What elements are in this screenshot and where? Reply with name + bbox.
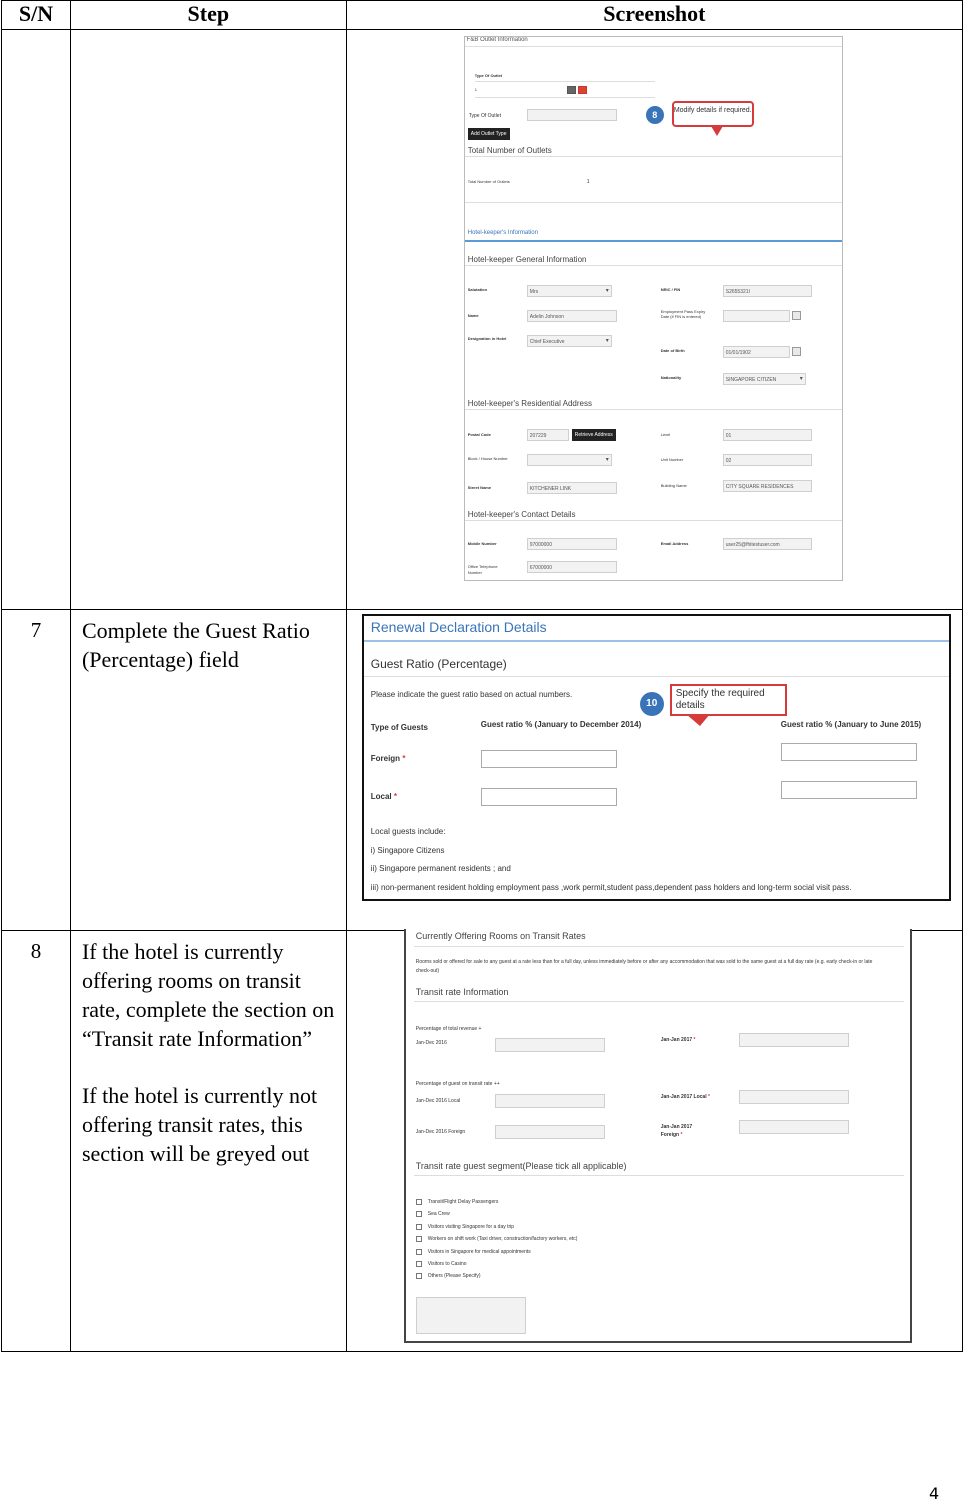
local-2017-input[interactable]: [739, 1090, 849, 1104]
nationality-select[interactable]: SINGAPORE CITIZEN ▾: [723, 373, 806, 385]
hotel-keeper-tab[interactable]: Hotel-keeper's Information: [467, 230, 538, 236]
row-screenshot: [346, 610, 962, 931]
designation-select[interactable]: Chief Executive ▾: [527, 335, 612, 347]
dob-input[interactable]: 01/01/1902: [723, 346, 790, 358]
segment-checkbox[interactable]: [416, 1224, 422, 1230]
step-text: Complete the Guest Ratio (Percentage) field: [81, 618, 310, 672]
header-screenshot: Screenshot: [346, 1, 962, 30]
others-specify-textarea[interactable]: [416, 1297, 526, 1334]
local-2015-input[interactable]: [781, 781, 917, 799]
steps-table: [1, 0, 963, 1352]
delete-icon[interactable]: [578, 86, 587, 94]
page-title: Renewal Declaration Details: [370, 619, 547, 635]
calendar-icon[interactable]: [792, 311, 801, 320]
step-badge: 8: [646, 106, 664, 124]
guest-ratio-screenshot: Renewal Declaration Details Guest Ratio (Percentage) Please indicate the guest ratio based on actual numbers. 10 Specify the required details Type of Guests Guest ratio % (January to December 2014) Guest ratio % (January to June 2015) Foreign * Local * Local guests include: i) Singapore Citizens ii) Singapore permanent residents ; and iii) non-permanent resident holding employment pass ,work permit,student pass,dependent pass holders and long-term social visit pass.: [362, 614, 951, 901]
unit-input[interactable]: 02: [723, 454, 812, 466]
postal-code-input[interactable]: 207229: [527, 429, 569, 441]
retrieve-address-button[interactable]: Retrieve Address: [572, 429, 616, 441]
section-title: Guest Ratio (Percentage): [370, 657, 507, 671]
foreign-2017-label: Jan-Jan 2017 Foreign *: [660, 1124, 693, 1138]
callout: Modify details if required.: [672, 101, 754, 127]
calendar-icon[interactable]: [792, 347, 801, 356]
block-select[interactable]: [527, 454, 612, 466]
step-badge: 10: [640, 692, 664, 716]
section-title: F&B Outlet Information: [466, 37, 528, 43]
row-step: [70, 30, 346, 610]
mobile-input[interactable]: 97000000: [527, 538, 617, 550]
segment-checkbox[interactable]: [416, 1249, 422, 1255]
row-sn: [2, 30, 71, 610]
page-number: 4: [929, 1484, 940, 1503]
row-screenshot: [346, 30, 962, 610]
table-row: [2, 30, 963, 610]
callout: Specify the required details: [670, 684, 787, 716]
header-sn: S/N: [2, 1, 71, 30]
revenue-2017-input[interactable]: [739, 1033, 849, 1047]
hotel-keeper-screenshot: F&B Outlet Information Type Of Outlet 1 Type Of Outlet Add Outlet Type 8 Modify details if required. Total Number of Outlets Total Number of Outlets 1 Hotel-keeper's Information Hotel-keeper General Information Salutation Mrs ▾ NRIC / FIN S2655321I Name Adelin Johnson Employment Pass Expiry Date (if FIN is entered) Designation in Hotel Chief Executive ▾ Date of Birth 01/01/1902 Nationality SINGAPORE CITIZEN ▾ Hotel-keeper's Residential Address Postal Code 207229 Retrieve Address Level 01 Block / House Number ▾ Unit Number 02 Street Name KITCHENER LINK Building Name CITY SQUARE RESIDENCES Hotel-keeper's Contact Details Mobile Number 97000000 Email Address user25@fhitestuser.com Office Telephone Number 67000000: [464, 36, 843, 581]
level-input[interactable]: 01: [723, 429, 812, 441]
local-label: Local *: [370, 792, 397, 801]
office-phone-input[interactable]: 67000000: [527, 561, 617, 573]
section-title: Currently Offering Rooms on Transit Rates: [415, 931, 586, 941]
revenue-2017-label: Jan-Jan 2017 *: [660, 1037, 696, 1043]
foreign-2015-input[interactable]: [781, 743, 917, 761]
local-2017-label: Jan-Jan 2017 Local *: [660, 1094, 710, 1100]
step-text: If the hotel is currently offering rooms on transit rate, complete the section on “Transit rate Information”: [81, 939, 335, 1051]
table-row: [2, 610, 963, 931]
row-step: [70, 610, 346, 931]
segment-checkbox[interactable]: [416, 1236, 422, 1242]
foreign-2016-input[interactable]: [495, 1125, 605, 1139]
row-screenshot: [346, 931, 962, 1352]
foreign-2014-input[interactable]: [481, 750, 617, 768]
foreign-2017-input[interactable]: [739, 1120, 849, 1134]
street-input[interactable]: KITCHENER LINK: [527, 482, 617, 494]
segment-checkbox[interactable]: [416, 1273, 422, 1279]
row-sn: 7: [2, 610, 71, 931]
row-sn: 8: [2, 931, 71, 1352]
segment-checkbox[interactable]: [416, 1199, 422, 1205]
segment-checkbox[interactable]: [416, 1211, 422, 1217]
foreign-label: Foreign *: [370, 754, 406, 763]
revenue-2016-input[interactable]: [495, 1038, 605, 1052]
email-input[interactable]: user25@fhitestuser.com: [723, 538, 812, 550]
local-2014-input[interactable]: [481, 788, 617, 806]
edit-icon[interactable]: [567, 86, 576, 94]
type-of-outlet-input[interactable]: [527, 109, 617, 121]
building-input[interactable]: CITY SQUARE RESIDENCES: [723, 480, 812, 492]
table-row: [2, 931, 963, 1352]
local-2016-input[interactable]: [495, 1094, 605, 1108]
ep-expiry-input[interactable]: [723, 310, 790, 322]
nric-input[interactable]: S2655321I: [723, 285, 812, 297]
salutation-select[interactable]: Mrs ▾: [527, 285, 612, 297]
segment-checkbox[interactable]: [416, 1261, 422, 1267]
transit-rate-screenshot: Currently Offering Rooms on Transit Rates Rooms sold or offered for sale to any guest at a rate less than for a full day, unless immediately before or after any accommodation that was sold to the same guest at a full day rate (e.g. early check-in or late check-out) Transit rate Information Percentage of total revenue + Jan-Dec 2016 Jan-Jan 2017 * Percentage of guest on transit rate ++ Jan-Dec 2016 Local Jan-Jan 2017 Local * Jan-Dec 2016 Foreign Jan-Jan 2017 Foreign * Transit rate guest segment(Please tick all applicable) Transit/Flight Delay Passengers Sea Crew Visitors visiting Singapore for a day trip Workers on shift work (Taxi driver, construction/factory workers, etc) Visitors in Singapore for medical appointments Visitors to Casino Others (Please Specify): [404, 929, 912, 1343]
header-step: Step: [70, 1, 346, 30]
step-text: If the hotel is currently not offering transit rates, this section will be greyed out: [81, 1083, 318, 1166]
row-step: [70, 931, 346, 1352]
add-outlet-type-button[interactable]: Add Outlet Type: [468, 128, 510, 140]
header-row: [2, 1, 963, 30]
name-input[interactable]: Adelin Johnson: [527, 310, 617, 322]
